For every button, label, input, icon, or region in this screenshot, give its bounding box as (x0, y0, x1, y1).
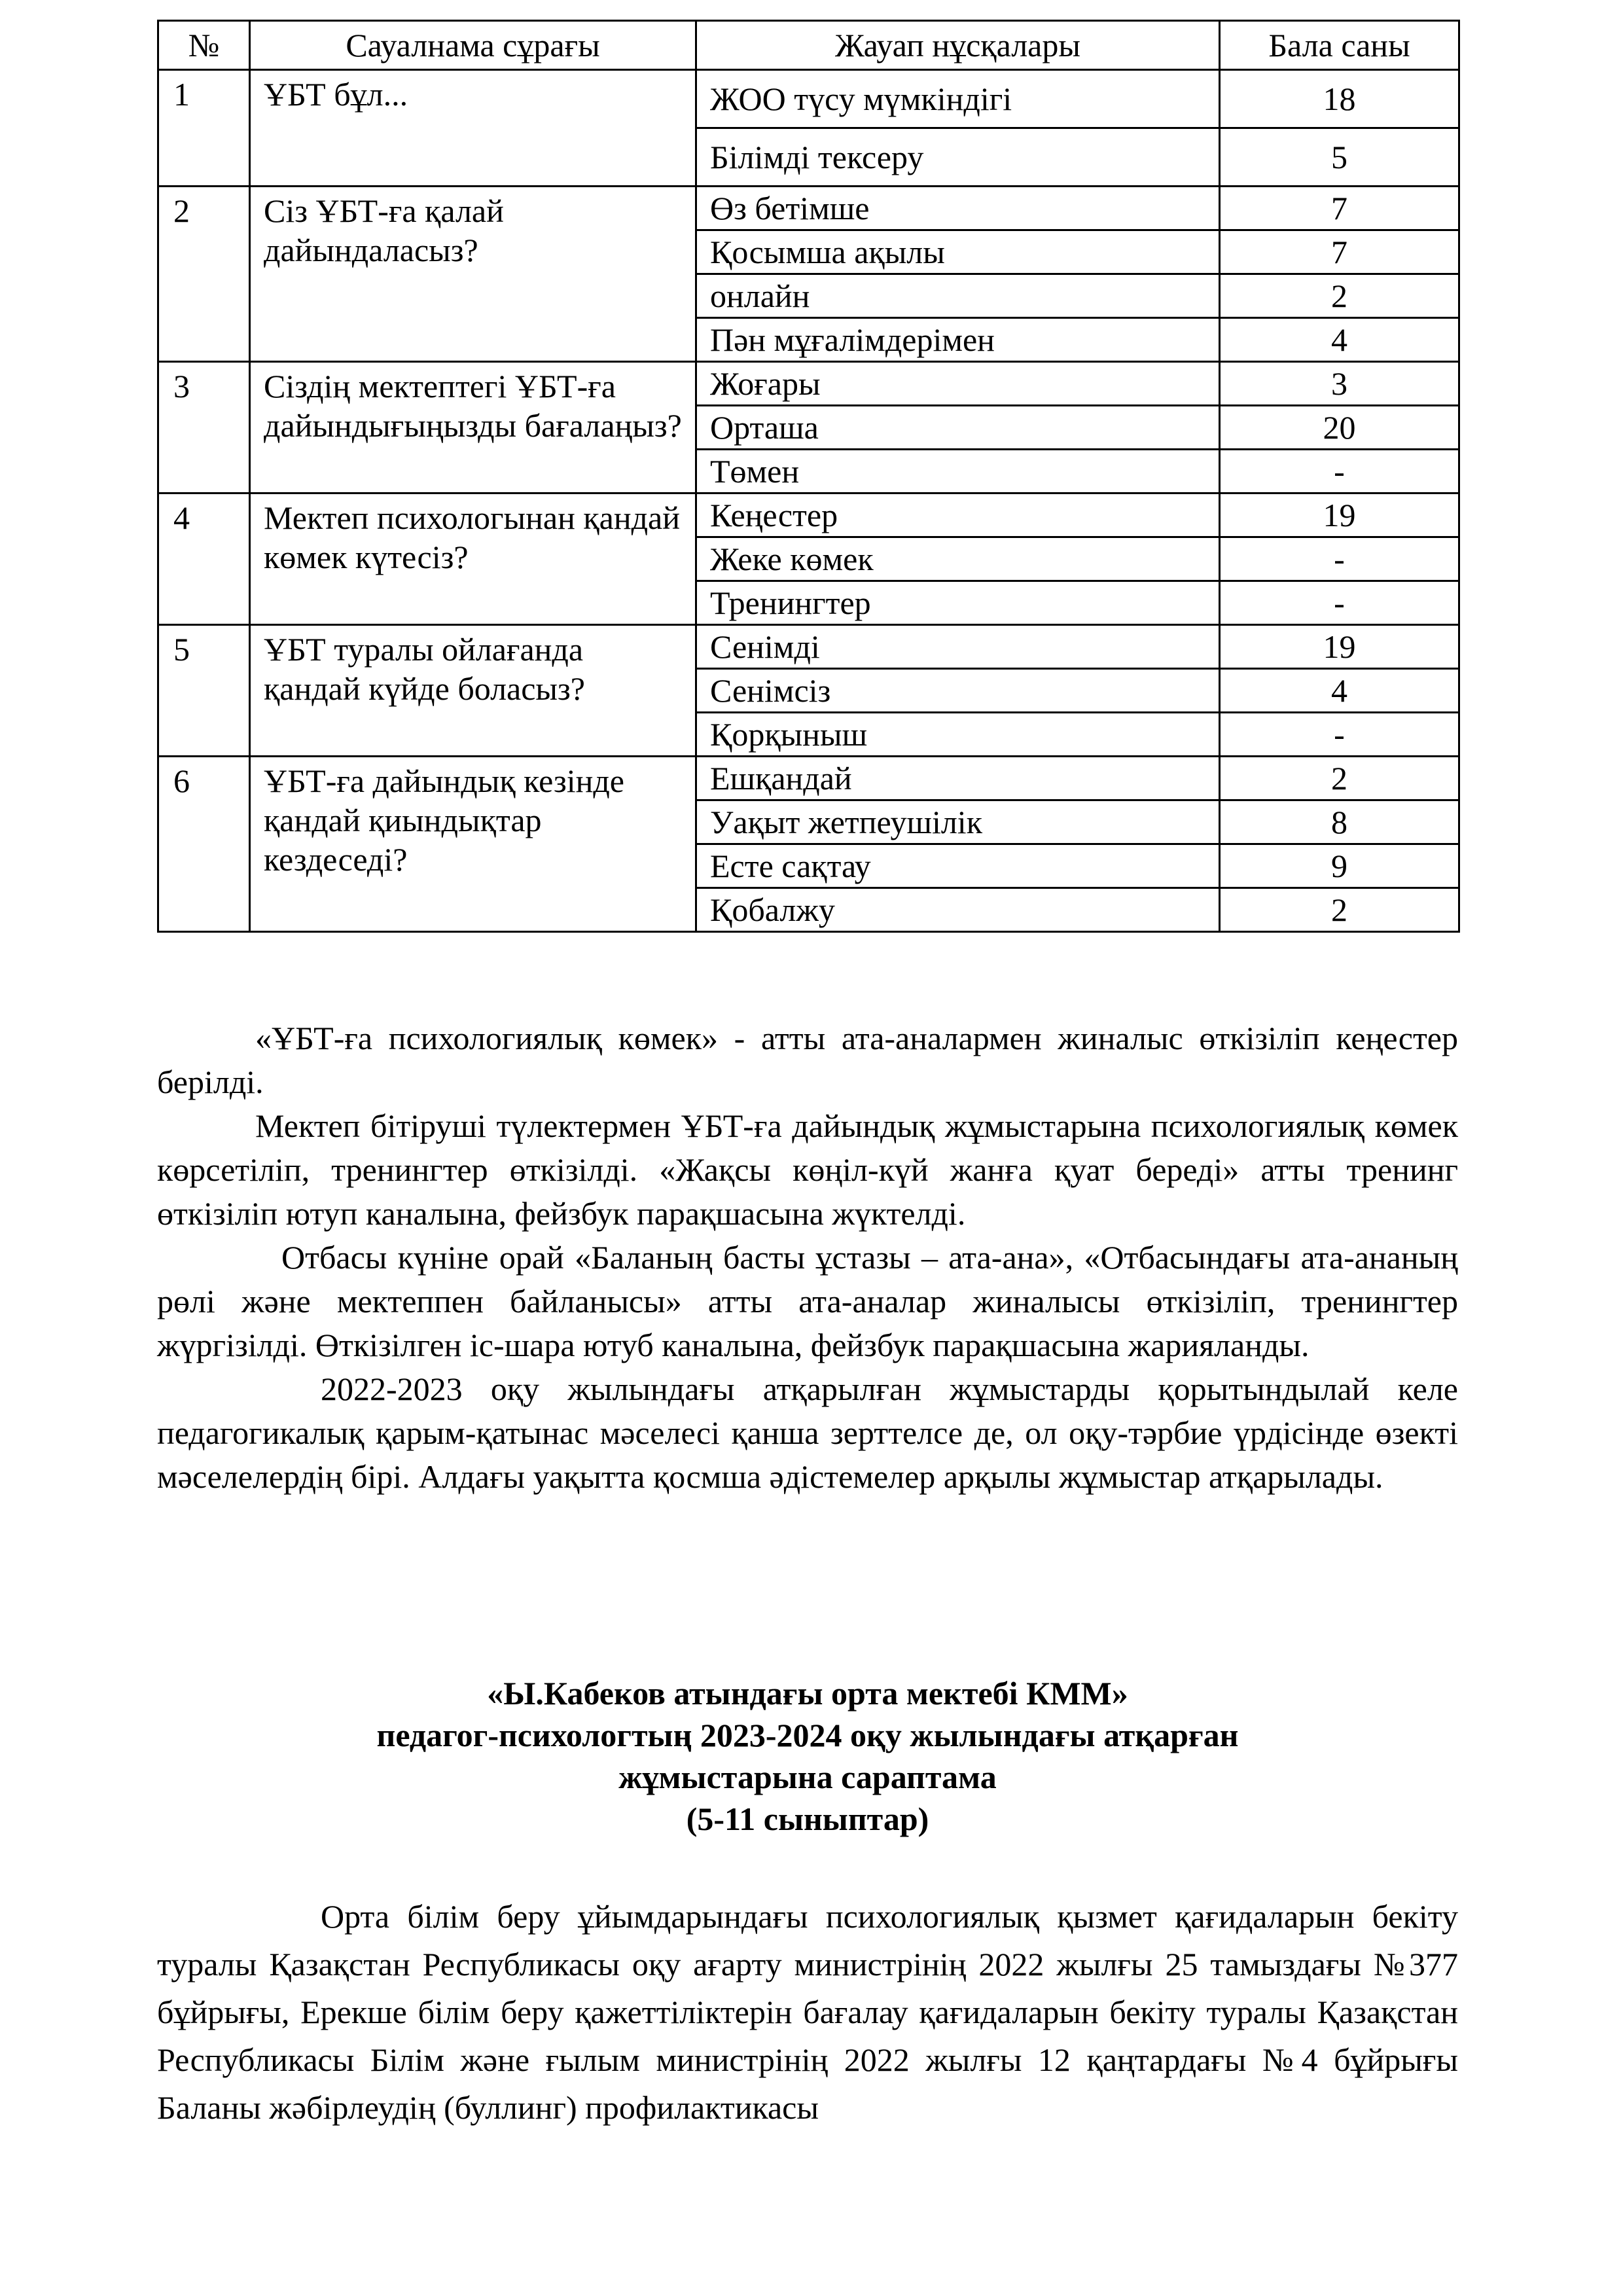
answer-option: Төмен (696, 450, 1220, 493)
answer-count: 20 (1220, 406, 1459, 450)
answer-option: Қобалжу (696, 888, 1220, 932)
table-row (158, 493, 1459, 537)
answer-count: 2 (1220, 757, 1459, 800)
answer-count: 5 (1220, 128, 1459, 187)
answer-option: Ешқандай (696, 757, 1220, 800)
answer-option: Білімді тексеру (696, 128, 1220, 187)
header-number: № (158, 21, 250, 70)
row-question: ҰБТ бұл... (250, 70, 696, 187)
summary-text (157, 1016, 1458, 1499)
report-intro-text (157, 1893, 1458, 2132)
answer-count: 3 (1220, 362, 1459, 406)
answer-count: 8 (1220, 800, 1459, 844)
paragraph-family-day: Отбасы күніне орай «Баланың басты ұстазы – ата-ана», «Отбасындағы ата-ананың рөлі және мектеппен байланысы» атты ата-аналар жиналысы өткізіліп, тренингтер жүргізілді. Өткізілген іс-шара ютуб каналына, фейзбук парақшасына жарияланды. (157, 1239, 1458, 1363)
answer-count: 19 (1220, 625, 1459, 669)
table-row (158, 187, 1459, 230)
row-number: 5 (158, 625, 250, 757)
report-title-line-2: педагог-психологтың 2023-2024 оқу жылындағы атқарған (376, 1717, 1239, 1753)
header-answer-options: Жауап нұсқалары (696, 21, 1220, 70)
survey-table (157, 20, 1460, 933)
header-child-count: Бала саны (1220, 21, 1459, 70)
answer-option: Қорқыныш (696, 713, 1220, 757)
row-question: ҰБТ туралы ойлағанда қандай күйде боласыз? (250, 625, 696, 757)
paragraph-legal-basis: Орта білім беру ұйымдарындағы психологиялық қызмет қағидаларын бекіту туралы Қазақстан Республикасы оқу ағарту министрінің 2022 жылғы 25 тамыздағы №377 бұйрығы, Ерекше білім беру қажеттіліктерін бағалау қағидаларын бекіту туралы Қазақстан Республикасы Білім және ғылым министрінің 2022 жылғы 12 қаңтардағы №4 бұйрығы Баланы жәбірлеудің (буллинг) профилактикасы (157, 1898, 1458, 2126)
answer-option: Тренингтер (696, 581, 1220, 625)
answer-count: - (1220, 537, 1459, 581)
table-row (158, 362, 1459, 406)
report-title-line-1: «Ы.Кабеков атындағы орта мектебі КММ» (487, 1675, 1128, 1712)
answer-count: 9 (1220, 844, 1459, 888)
answer-option: Орташа (696, 406, 1220, 450)
paragraph-conclusion: 2022-2023 оқу жылындағы атқарылған жұмыстарды қорытындылай келе педагогикалық қарым-қатынас мәселесі қанша зерттелсе де, ол оқу-тәрбие үрдісінде өзекті мәселелердің бірі. Алдағы уақытта қосмша әдістемелер арқылы жұмыстар атқарылады. (157, 1371, 1458, 1495)
answer-option: Өз бетімше (696, 187, 1220, 230)
row-number: 4 (158, 493, 250, 625)
answer-count: 4 (1220, 669, 1459, 713)
report-title (157, 1672, 1458, 1840)
answer-count: 7 (1220, 230, 1459, 274)
row-number: 6 (158, 757, 250, 932)
paragraph-graduates: Мектеп бітіруші түлектермен ҰБТ-ға дайындық жұмыстарына психологиялық көмек көрсетіліп, тренингтер өткізілді. «Жақсы көңіл-күй жанға қуат береді» атты тренинг өткізіліп ютуп каналына, фейзбук парақшасына жүктелді. (157, 1107, 1458, 1232)
report-title-line-4: (5-11 сыныптар) (686, 1801, 929, 1837)
answer-count: 2 (1220, 888, 1459, 932)
answer-option: Кеңестер (696, 493, 1220, 537)
answer-option: Қосымша ақылы (696, 230, 1220, 274)
row-question: Сіздің мектептегі ҰБТ-ға дайындығыңызды бағалаңыз? (250, 362, 696, 493)
answer-count: 18 (1220, 70, 1459, 128)
row-question: Сіз ҰБТ-ға қалай дайындаласыз? (250, 187, 696, 362)
paragraph-meeting: «ҰБТ-ға психологиялық көмек» - атты ата-аналармен жиналыс өткізіліп кеңестер берілді. (157, 1020, 1458, 1100)
answer-option: Жеке көмек (696, 537, 1220, 581)
row-number: 2 (158, 187, 250, 362)
report-title-line-3: жұмыстарына сараптама (618, 1759, 997, 1795)
row-number: 1 (158, 70, 250, 187)
answer-count: - (1220, 450, 1459, 493)
table-row (158, 757, 1459, 800)
header-question: Сауалнама сұрағы (250, 21, 696, 70)
answer-count: 2 (1220, 274, 1459, 318)
answer-option: Жоғары (696, 362, 1220, 406)
answer-option: Пән мұғалімдерімен (696, 318, 1220, 362)
answer-count: 19 (1220, 493, 1459, 537)
answer-option: Уақыт жетпеушілік (696, 800, 1220, 844)
row-question: ҰБТ-ға дайындық кезінде қандай қиындықтар кездеседі? (250, 757, 696, 932)
answer-option: Есте сақтау (696, 844, 1220, 888)
answer-count: 4 (1220, 318, 1459, 362)
answer-option: Сенімді (696, 625, 1220, 669)
answer-count: 7 (1220, 187, 1459, 230)
table-header-row (158, 21, 1459, 70)
row-question: Мектеп психологынан қандай көмек күтесіз? (250, 493, 696, 625)
answer-count: - (1220, 581, 1459, 625)
table-row (158, 70, 1459, 128)
answer-option: ЖОО түсу мүмкіндігі (696, 70, 1220, 128)
answer-count: - (1220, 713, 1459, 757)
row-number: 3 (158, 362, 250, 493)
table-row (158, 625, 1459, 669)
answer-option: онлайн (696, 274, 1220, 318)
answer-option: Сенімсіз (696, 669, 1220, 713)
